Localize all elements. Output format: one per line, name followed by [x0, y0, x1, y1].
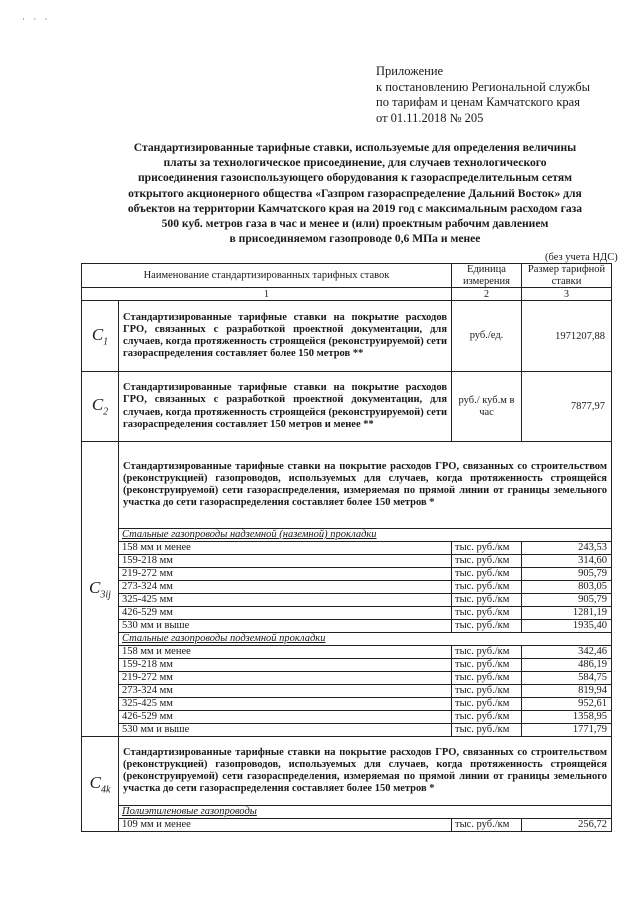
header-size: Размер тарифной ставки	[522, 264, 612, 288]
title-line: Стандартизированные тарифные ставки, используемые для определения величины	[133, 141, 577, 154]
table-row	[82, 698, 612, 711]
rate-value: 1935,40	[522, 620, 612, 633]
rate-value: 1771,79	[522, 724, 612, 737]
diameter-label: 159-218 мм	[119, 555, 452, 568]
table-row-c3-section-2	[82, 633, 612, 646]
header-num-1: 1	[82, 288, 452, 301]
rate-unit-c1: руб./ед.	[452, 301, 522, 372]
rate-description-c4: Стандартизированные тарифные ставки на покрытие расходов ГРО, связанных со строительством (реконструкцией) газопроводов, используемых для случаев, когда протяженность строящейся (реконструируемой) сети газораспределения, измеряемая по прямой линии от границы земельного участка до сети газораспределения составляет более 150 метров *	[119, 737, 612, 806]
section-title-underground: Стальные газопроводы подземной прокладки	[119, 633, 612, 646]
appendix-line: от 01.11.2018 № 205	[376, 110, 484, 125]
header-num-3: 3	[522, 288, 612, 301]
header-unit: Единица измерения	[452, 264, 522, 288]
rate-value: 256,72	[522, 819, 612, 832]
diameter-label: 158 мм и менее	[119, 646, 452, 659]
table-row-c2	[82, 372, 612, 442]
table-row	[82, 672, 612, 685]
table-row-c4-header	[82, 737, 612, 806]
unit-label: тыс. руб./км	[452, 711, 522, 724]
rate-code-c3: $C_{3ij}$	[82, 442, 119, 737]
unit-label: тыс. руб./км	[452, 672, 522, 685]
diameter-label: 426-529 мм	[119, 607, 452, 620]
rate-description-c3: Стандартизированные тарифные ставки на покрытие расходов ГРО, связанных со строительством (реконструкцией) газопроводов, используемых для случаев, когда протяженность строящейся (реконструируемой) сети газораспределения, измеряемая по прямой линии от границы земельного участка до сети газораспределения составляет более 150 метров *	[119, 442, 612, 529]
rate-value-c1: 1971207,88	[522, 301, 612, 372]
table-row	[82, 581, 612, 594]
table-row-c1	[82, 301, 612, 372]
title-line: платы за технологическое присоединение, для случаев технологического	[163, 156, 547, 170]
rate-value: 486,19	[522, 659, 612, 672]
table-row	[82, 607, 612, 620]
title-line: в присоединяемом газопроводе 0,6 МПа и менее	[229, 232, 481, 246]
appendix-line: к постановлению Региональной службы	[376, 79, 591, 94]
rate-value: 243,53	[522, 542, 612, 555]
header-name: Наименование стандартизированных тарифных ставок	[82, 264, 452, 288]
unit-label: тыс. руб./км	[452, 542, 522, 555]
unit-label: тыс. руб./км	[452, 568, 522, 581]
unit-label: тыс. руб./км	[452, 659, 522, 672]
rate-value-c2: 7877,97	[522, 372, 612, 442]
table-row	[82, 819, 612, 832]
diameter-label: 158 мм и менее	[119, 542, 452, 555]
diameter-label: 109 мм и менее	[119, 819, 452, 832]
table-row	[82, 724, 612, 737]
corner-mark: · · ·	[22, 14, 51, 24]
unit-label: тыс. руб./км	[452, 685, 522, 698]
title-line: присоединения газоиспользующего оборудования к газораспределительным сетям	[137, 171, 572, 185]
rate-value: 584,75	[522, 672, 612, 685]
unit-label: тыс. руб./км	[452, 607, 522, 620]
table-row	[82, 568, 612, 581]
table-row	[82, 620, 612, 633]
vat-note: (без учета НДС)	[545, 252, 618, 263]
table-row-c3-header	[82, 442, 612, 529]
diameter-label: 273-324 мм	[119, 581, 452, 594]
rate-value: 314,60	[522, 555, 612, 568]
title-line: открытого акционерного общества «Газпром газораспределение Дальний Восток» для	[128, 186, 582, 200]
table-header-row	[82, 264, 612, 288]
rate-value: 1281,19	[522, 607, 612, 620]
unit-label: тыс. руб./км	[452, 555, 522, 568]
rate-description-c2: Стандартизированные тарифные ставки на покрытие расходов ГРО, связанных с разработкой проектной документации, для случаев, когда протяженность строящейся (реконструируемой) сети газораспределения составляет 150 метров и менее **	[119, 372, 452, 442]
table-row	[82, 659, 612, 672]
rate-value: 905,79	[522, 568, 612, 581]
diameter-label: 426-529 мм	[119, 711, 452, 724]
unit-label: тыс. руб./км	[452, 620, 522, 633]
section-title-overground: Стальные газопроводы надземной (наземной) прокладки	[119, 529, 612, 542]
diameter-label: 325-425 мм	[119, 698, 452, 711]
table-row	[82, 555, 612, 568]
appendix-line: по тарифам и ценам Камчатского края	[376, 95, 580, 109]
diameter-label: 325-425 мм	[119, 594, 452, 607]
diameter-label: 159-218 мм	[119, 659, 452, 672]
rate-code-c1: $C_1$	[82, 301, 119, 372]
rate-unit-c2: руб./ куб.м в час	[452, 372, 522, 442]
document-title	[92, 140, 618, 246]
table-numbering-row	[82, 288, 612, 301]
header-num-2: 2	[452, 288, 522, 301]
title-line: объектов на территории Камчатского края на 2019 год с максимальным расходом газа	[127, 201, 583, 215]
rate-code-c2: $C_2$	[82, 372, 119, 442]
rate-value: 819,94	[522, 685, 612, 698]
appendix-header	[376, 64, 590, 126]
tariff-table	[81, 263, 612, 832]
rate-value: 952,61	[522, 698, 612, 711]
title-line: 500 куб. метров газа в час и менее и (или) проектным рабочим давлением	[161, 217, 549, 231]
table-row-c3-section-1	[82, 529, 612, 542]
diameter-label: 219-272 мм	[119, 672, 452, 685]
table-row	[82, 542, 612, 555]
unit-label: тыс. руб./км	[452, 581, 522, 594]
unit-label: тыс. руб./км	[452, 698, 522, 711]
diameter-label: 530 мм и выше	[119, 724, 452, 737]
table-row	[82, 711, 612, 724]
appendix-line: Приложение	[376, 64, 444, 78]
unit-label: тыс. руб./км	[452, 646, 522, 659]
rate-value: 905,79	[522, 594, 612, 607]
unit-label: тыс. руб./км	[452, 594, 522, 607]
table-row	[82, 685, 612, 698]
table-row-c4-section-1	[82, 806, 612, 819]
rate-value: 342,46	[522, 646, 612, 659]
rate-value: 803,05	[522, 581, 612, 594]
rate-code-c4: $C_{4k}$	[82, 737, 119, 832]
rate-description-c1: Стандартизированные тарифные ставки на покрытие расходов ГРО, связанных с разработкой проектной документации, для случаев, когда протяженность строящейся (реконструируемой) сети газораспределения составляет более 150 метров **	[119, 301, 452, 372]
section-title-polyethylene: Полиэтиленовые газопроводы	[119, 806, 612, 819]
diameter-label: 219-272 мм	[119, 568, 452, 581]
unit-label: тыс. руб./км	[452, 724, 522, 737]
diameter-label: 530 мм и выше	[119, 620, 452, 633]
unit-label: тыс. руб./км	[452, 819, 522, 832]
table-row	[82, 646, 612, 659]
diameter-label: 273-324 мм	[119, 685, 452, 698]
table-row	[82, 594, 612, 607]
rate-value: 1358,95	[522, 711, 612, 724]
